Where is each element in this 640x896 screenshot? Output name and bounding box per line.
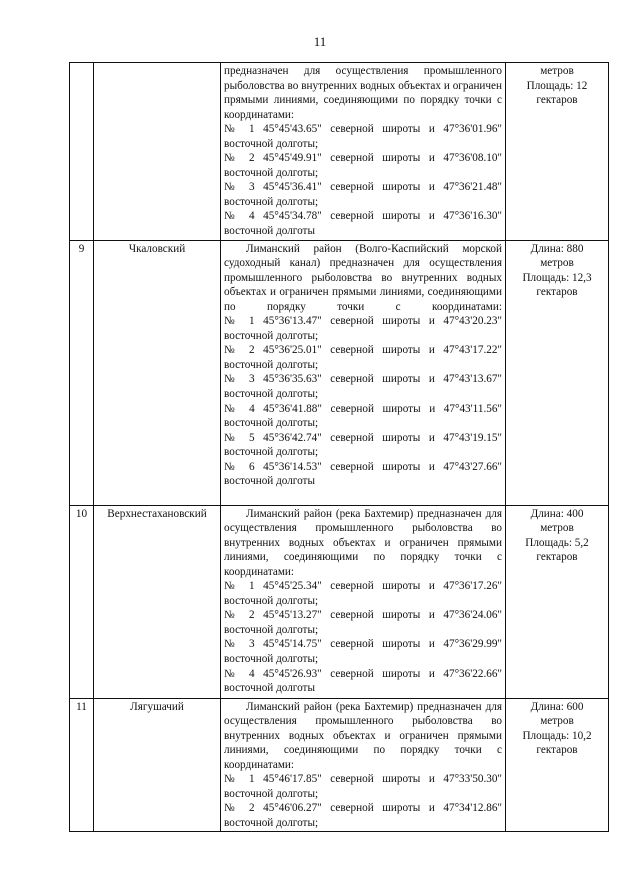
coordinate-point: № 1 45°46'17.85" северной широты и 47°33'50.30" bbox=[224, 773, 502, 786]
area-name: Лягушачий bbox=[94, 698, 221, 832]
area-size-line: метров bbox=[540, 522, 574, 535]
coordinates-list bbox=[224, 122, 502, 238]
area-size-line: гектаров bbox=[536, 551, 578, 564]
area-size bbox=[506, 698, 609, 832]
coordinates-list bbox=[224, 772, 502, 830]
area-name: Чкаловский bbox=[94, 240, 221, 505]
coordinate-point: № 3 45°36'35.63" северной широты и 47°43'13.67" bbox=[224, 373, 502, 386]
row-number: 9 bbox=[70, 240, 94, 505]
coordinate-point: № 3 45°45'36.41" северной широты и 47°36'21.48" bbox=[224, 181, 502, 194]
page-number: 11 bbox=[313, 34, 327, 49]
area-size bbox=[506, 240, 609, 505]
coordinate-longitude-label: восточной долготы; bbox=[224, 137, 319, 150]
area-description bbox=[221, 240, 506, 505]
coordinate-point: № 1 45°36'13.47" северной широты и 47°43'20.23" bbox=[224, 315, 502, 328]
area-description bbox=[221, 698, 506, 832]
area-description bbox=[221, 505, 506, 698]
row-number bbox=[70, 63, 94, 241]
row-number: 11 bbox=[70, 698, 94, 832]
area-size-line: гектаров bbox=[536, 286, 578, 299]
area-size-line: Длина: 880 bbox=[530, 242, 584, 255]
coordinate-longitude-label: восточной долготы; bbox=[224, 446, 319, 459]
description-text: Лиманский район (река Бахтемир) предназначен для осуществления промышленного рыболовства во внутренних водных объектах и ограничен прямыми линиями, соединяющими по порядку точки с координатами: bbox=[224, 700, 502, 771]
coordinate-point: № 4 45°45'26.93" северной широты и 47°36'22.66" bbox=[224, 667, 502, 680]
area-size-line: гектаров bbox=[536, 94, 578, 107]
description-text: предназначен для осуществления промышленного рыболовства во внутренних водных объектах и ограничен прямыми линиями, соединяющими по порядку точки с координатами: bbox=[224, 65, 502, 121]
coordinate-longitude-label: восточной долготы; bbox=[224, 388, 319, 401]
coordinates-list bbox=[224, 579, 502, 695]
area-size bbox=[506, 63, 609, 241]
area-size-line: Длина: 400 bbox=[530, 507, 584, 520]
coordinate-point: № 6 45°36'14.53" северной широты и 47°43'27.66" bbox=[224, 460, 502, 473]
coordinate-point: № 2 45°45'13.27" северной широты и 47°36'24.06" bbox=[224, 609, 502, 622]
row-number: 10 bbox=[70, 505, 94, 698]
coordinate-longitude-label: восточной долготы; bbox=[224, 787, 319, 800]
area-size bbox=[506, 505, 609, 698]
coordinate-longitude-label: восточной долготы; bbox=[224, 816, 319, 829]
coordinate-point: № 2 45°46'06.27" северной широты и 47°34'12.86" bbox=[224, 802, 502, 815]
table-row bbox=[70, 63, 609, 241]
coordinates-list bbox=[224, 314, 502, 489]
area-size-line: Площадь: 12 bbox=[526, 79, 588, 92]
coordinate-longitude-label: восточной долготы bbox=[224, 682, 315, 695]
fishing-areas-table bbox=[69, 62, 609, 832]
area-size-line: метров bbox=[540, 65, 574, 77]
area-size-line: Длина: 600 bbox=[530, 700, 584, 713]
coordinate-longitude-label: восточной долготы; bbox=[224, 166, 319, 179]
area-size-line: Площадь: 10,2 bbox=[522, 729, 592, 742]
table-row bbox=[70, 505, 609, 698]
description-text: Лиманский район (река Бахтемир) предназначен для осуществления промышленного рыболовства во внутренних водных объектах и ограничен прямыми линиями, соединяющими по порядку точки с координатами: bbox=[224, 507, 502, 578]
coordinate-longitude-label: восточной долготы; bbox=[224, 329, 319, 342]
coordinate-longitude-label: восточной долготы; bbox=[224, 195, 319, 208]
table-row bbox=[70, 698, 609, 832]
area-size-line: метров bbox=[540, 257, 574, 270]
coordinate-longitude-label: восточной долготы; bbox=[224, 653, 319, 666]
area-size-line: Площадь: 5,2 bbox=[525, 536, 589, 549]
coordinate-point: № 2 45°45'49.91" северной широты и 47°36'08.10" bbox=[224, 152, 502, 165]
description-text: Лиманский район (Волго-Каспийский морской судоходный канал) предназначен для осуществления промышленного рыболовства во внутренних водных объектах и ограничен прямыми линиями, соединяющими по порядку точки с координатами: bbox=[224, 242, 502, 313]
coordinate-point: № 4 45°36'41.88" северной широты и 47°43'11.56" bbox=[224, 402, 502, 415]
coordinate-longitude-label: восточной долготы; bbox=[224, 594, 319, 607]
area-size-line: метров bbox=[540, 715, 574, 728]
coordinate-longitude-label: восточной долготы bbox=[224, 475, 315, 488]
area-name bbox=[94, 63, 221, 241]
coordinate-point: № 1 45°45'25.34" северной широты и 47°36'17.26" bbox=[224, 580, 502, 593]
coordinate-point: № 5 45°36'42.74" северной широты и 47°43'19.15" bbox=[224, 431, 502, 444]
coordinate-longitude-label: восточной долготы bbox=[224, 225, 315, 238]
area-size-line: Площадь: 12,3 bbox=[522, 271, 592, 284]
coordinate-longitude-label: восточной долготы; bbox=[224, 417, 319, 430]
area-size-line: гектаров bbox=[536, 744, 578, 757]
coordinate-point: № 2 45°36'25.01" северной широты и 47°43'17.22" bbox=[224, 344, 502, 357]
table-row bbox=[70, 240, 609, 505]
coordinate-longitude-label: восточной долготы; bbox=[224, 358, 319, 371]
coordinate-point: № 4 45°45'34.78" северной широты и 47°36'16.30" bbox=[224, 210, 502, 223]
area-description bbox=[221, 63, 506, 241]
area-name: Верхнестахановский bbox=[94, 505, 221, 698]
coordinate-point: № 3 45°45'14.75" северной широты и 47°36'29.99" bbox=[224, 638, 502, 651]
coordinate-point: № 1 45°45'43.65" северной широты и 47°36'01.96" bbox=[224, 123, 502, 136]
coordinate-longitude-label: восточной долготы; bbox=[224, 623, 319, 636]
